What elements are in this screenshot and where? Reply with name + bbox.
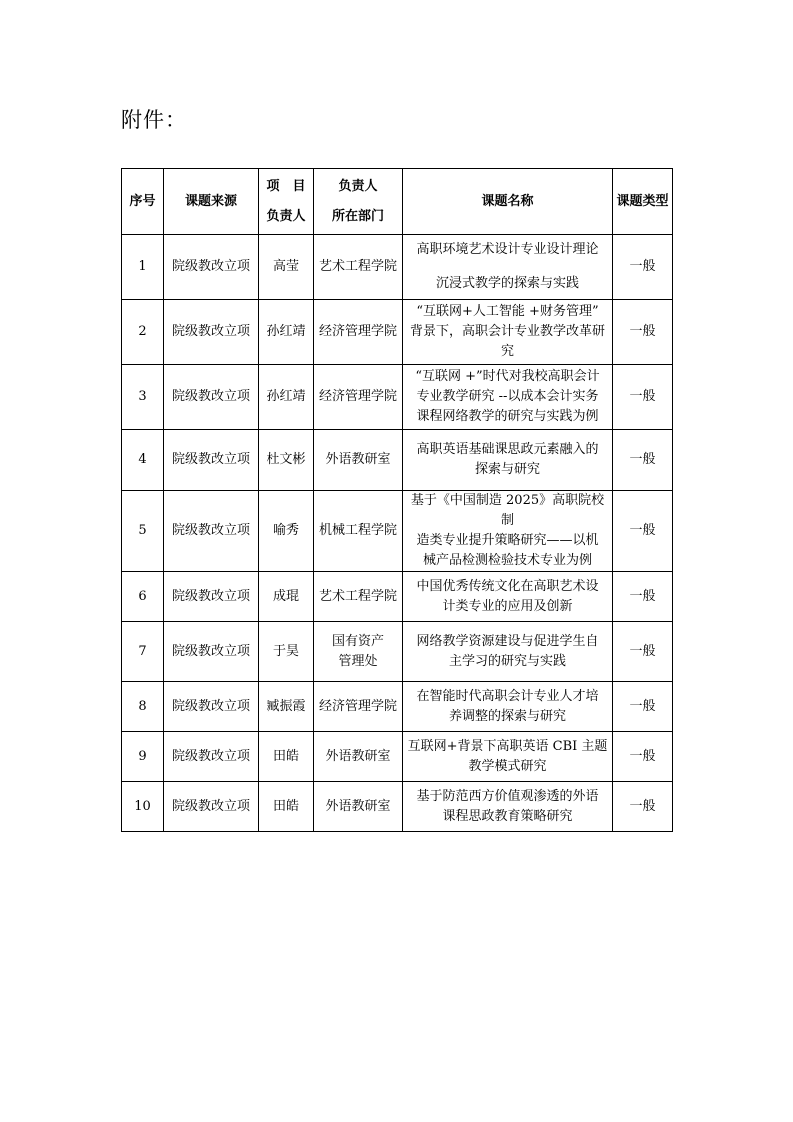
cell-title xyxy=(403,430,613,491)
attachment-heading: 附件： xyxy=(121,108,187,132)
cell-dept xyxy=(314,491,403,572)
title-line: 课程网络教学的研究与实践为例 xyxy=(416,409,599,424)
header-title: 课题名称 xyxy=(403,169,613,235)
title-line: 专业教学研究 --以成本会计实务 xyxy=(416,389,599,404)
header-leader-line2: 负责人 xyxy=(266,208,306,224)
title-line: 教学模式研究 xyxy=(468,758,547,774)
cell-type: 一般 xyxy=(613,491,673,572)
title-line: “互联网 +”时代对我校高职会计 xyxy=(415,369,600,384)
title-line: 究 xyxy=(500,344,514,359)
title-line: 主学习的研究与实践 xyxy=(448,653,566,669)
title-line: 互联网+背景下高职英语 CBI 主题 xyxy=(407,738,608,754)
title-line: 沉浸式教学的探索与实践 xyxy=(435,276,579,291)
cell-type: 一般 xyxy=(613,365,673,430)
cell-leader: 喻秀 xyxy=(259,491,314,572)
title-line: 中国优秀传统文化在高职艺术设 xyxy=(416,578,599,594)
table-row xyxy=(122,235,673,300)
header-type: 课题类型 xyxy=(613,169,673,235)
cell-source: 院级教改立项 xyxy=(164,782,259,832)
cell-seq: 4 xyxy=(122,430,164,491)
header-dept-line1: 负责人 xyxy=(338,178,378,194)
table-row xyxy=(122,572,673,622)
cell-type: 一般 xyxy=(613,682,673,732)
title-line: 探索与研究 xyxy=(474,462,540,477)
title-line: 计类专业的应用及创新 xyxy=(442,598,573,614)
dept-line: 经济管理学院 xyxy=(318,324,397,339)
cell-seq: 10 xyxy=(122,782,164,832)
cell-title xyxy=(403,572,613,622)
title-line: 高职英语基础课思政元素融入的 xyxy=(416,442,599,457)
table-row xyxy=(122,491,673,572)
cell-title xyxy=(403,682,613,732)
cell-type: 一般 xyxy=(613,572,673,622)
cell-dept xyxy=(314,682,403,732)
title-line: 高职环境艺术设计专业设计理论 xyxy=(416,242,599,257)
cell-source: 院级教改立项 xyxy=(164,235,259,300)
cell-source: 院级教改立项 xyxy=(164,491,259,572)
cell-dept xyxy=(314,732,403,782)
title-line: 基于防范西方价值观渗透的外语 xyxy=(416,788,599,804)
cell-leader: 孙红靖 xyxy=(259,300,314,365)
cell-dept xyxy=(314,430,403,491)
title-line: 械产品检测检验技术专业为例 xyxy=(422,553,592,568)
cell-source: 院级教改立项 xyxy=(164,682,259,732)
title-line: 在智能时代高职会计专业人才培 xyxy=(416,688,599,704)
cell-type: 一般 xyxy=(613,430,673,491)
table-body xyxy=(122,235,673,832)
project-table xyxy=(121,168,673,832)
cell-type: 一般 xyxy=(613,300,673,365)
cell-dept xyxy=(314,572,403,622)
cell-leader: 臧振霞 xyxy=(259,682,314,732)
title-line: 网络教学资源建设与促进学生自 xyxy=(416,633,599,649)
cell-source: 院级教改立项 xyxy=(164,572,259,622)
table-row xyxy=(122,430,673,491)
cell-title xyxy=(403,365,613,430)
header-leader xyxy=(259,169,314,235)
cell-source: 院级教改立项 xyxy=(164,365,259,430)
title-line: 养调整的探索与研究 xyxy=(448,708,566,724)
cell-leader: 田皓 xyxy=(259,732,314,782)
cell-seq: 3 xyxy=(122,365,164,430)
dept-line: 管理处 xyxy=(338,653,378,669)
cell-title xyxy=(403,491,613,572)
cell-dept xyxy=(314,235,403,300)
header-dept-line2: 所在部门 xyxy=(331,208,384,224)
dept-line: 机械工程学院 xyxy=(318,523,397,538)
cell-source: 院级教改立项 xyxy=(164,430,259,491)
cell-leader: 孙红靖 xyxy=(259,365,314,430)
title-line: “互联网+人工智能 +财务管理” xyxy=(416,304,599,319)
cell-seq: 5 xyxy=(122,491,164,572)
cell-source: 院级教改立项 xyxy=(164,300,259,365)
cell-dept xyxy=(314,622,403,682)
cell-seq: 6 xyxy=(122,572,164,622)
cell-type: 一般 xyxy=(613,235,673,300)
header-source: 课题来源 xyxy=(164,169,259,235)
cell-dept xyxy=(314,782,403,832)
cell-seq: 8 xyxy=(122,682,164,732)
cell-title xyxy=(403,622,613,682)
table-row xyxy=(122,365,673,430)
table-row xyxy=(122,682,673,732)
dept-line: 外语教研室 xyxy=(325,452,391,467)
title-line: 造类专业提升策略研究——以机 xyxy=(416,533,599,548)
header-dept xyxy=(314,169,403,235)
cell-title xyxy=(403,782,613,832)
dept-line: 外语教研室 xyxy=(325,748,391,764)
dept-line: 经济管理学院 xyxy=(318,389,397,404)
cell-type: 一般 xyxy=(613,732,673,782)
title-line: 背景下，高职会计专业教学改革研 xyxy=(409,324,605,339)
table-header-row xyxy=(122,169,673,235)
header-leader-line1: 项 目 xyxy=(266,178,306,194)
table-row xyxy=(122,300,673,365)
dept-line: 外语教研室 xyxy=(325,798,391,814)
dept-line: 国有资产 xyxy=(331,633,384,649)
table-row xyxy=(122,732,673,782)
cell-leader: 成琨 xyxy=(259,572,314,622)
title-line: 课程思政教育策略研究 xyxy=(442,808,573,824)
cell-leader: 高莹 xyxy=(259,235,314,300)
dept-line: 艺术工程学院 xyxy=(318,259,397,274)
cell-seq: 9 xyxy=(122,732,164,782)
cell-title xyxy=(403,300,613,365)
table-row xyxy=(122,622,673,682)
cell-source: 院级教改立项 xyxy=(164,622,259,682)
dept-line: 经济管理学院 xyxy=(318,698,397,714)
cell-leader: 杜文彬 xyxy=(259,430,314,491)
cell-type: 一般 xyxy=(613,622,673,682)
cell-title xyxy=(403,732,613,782)
cell-seq: 1 xyxy=(122,235,164,300)
cell-dept xyxy=(314,300,403,365)
cell-title xyxy=(403,235,613,300)
cell-dept xyxy=(314,365,403,430)
cell-seq: 2 xyxy=(122,300,164,365)
table-row xyxy=(122,782,673,832)
title-line: 基于《中国制造 2025》高职院校制 xyxy=(410,493,605,528)
cell-type: 一般 xyxy=(613,782,673,832)
cell-source: 院级教改立项 xyxy=(164,732,259,782)
dept-line: 艺术工程学院 xyxy=(318,588,397,604)
cell-seq: 7 xyxy=(122,622,164,682)
cell-leader: 田皓 xyxy=(259,782,314,832)
cell-leader: 于昊 xyxy=(259,622,314,682)
header-seq: 序号 xyxy=(122,169,164,235)
